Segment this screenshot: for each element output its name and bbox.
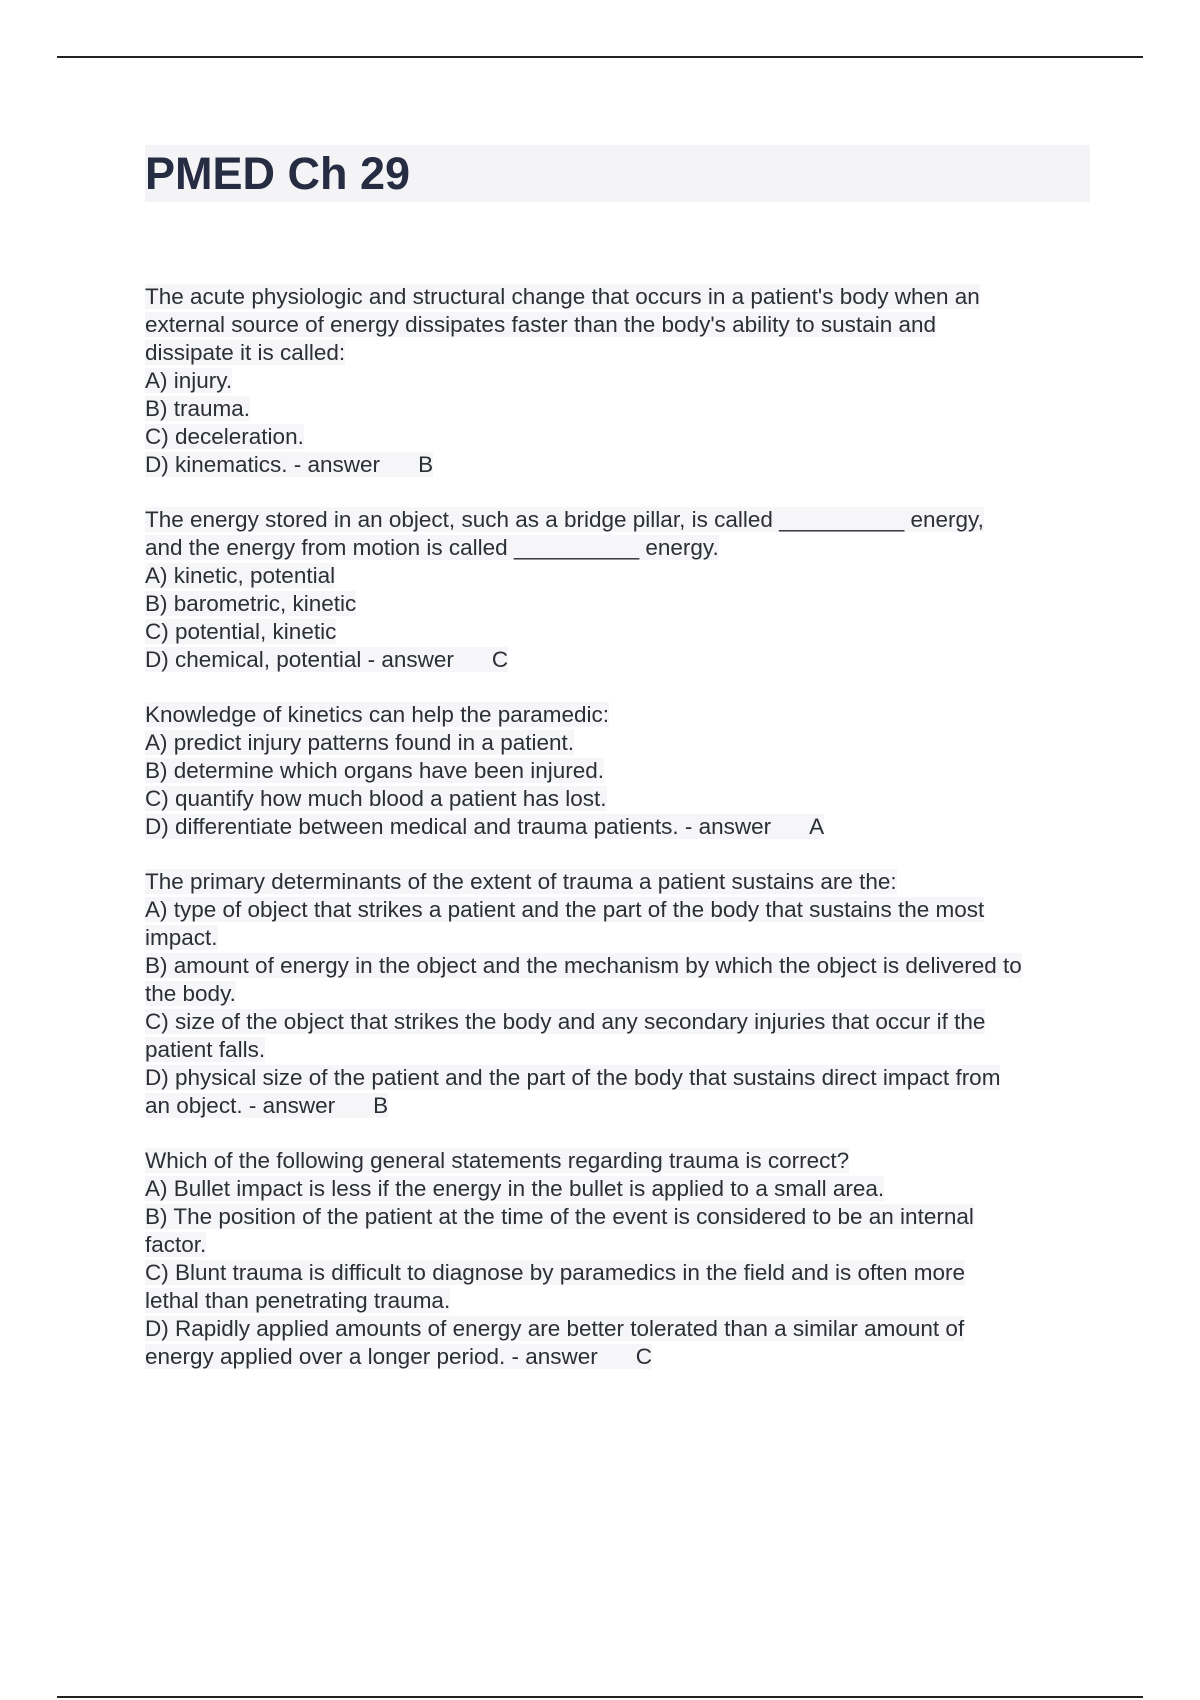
answer-key: B [418, 452, 434, 477]
answer-option: an object. - answer [145, 1093, 336, 1118]
answer-line [145, 1343, 1095, 1371]
question-line: The energy stored in an object, such as a bridge pillar, is called __________ energy, [145, 507, 984, 532]
bottom-divider [57, 1696, 1143, 1698]
answer-option: the body. [145, 981, 236, 1006]
answer-option: A) predict injury patterns found in a patient. [145, 730, 574, 755]
answer-option: A) injury. [145, 368, 233, 393]
answer-line [145, 813, 1095, 841]
question-line: Which of the following general statements regarding trauma is correct? [145, 1148, 850, 1173]
answer-option: B) The position of the patient at the time of the event is considered to be an internal [145, 1204, 974, 1229]
question-line: and the energy from motion is called __________ energy. [145, 535, 719, 560]
question-list [145, 283, 1095, 1398]
answer-option: D) physical size of the patient and the part of the body that sustains direct impact from [145, 1065, 1001, 1090]
answer-option: B) amount of energy in the object and the mechanism by which the object is delivered to [145, 953, 1022, 978]
answer-option: A) kinetic, potential [145, 563, 336, 588]
answer-option: D) Rapidly applied amounts of energy are better tolerated than a similar amount of [145, 1316, 965, 1341]
answer-option: C) Blunt trauma is difficult to diagnose by paramedics in the field and is often more [145, 1260, 966, 1285]
page-title: PMED Ch 29 [145, 148, 411, 199]
question-line: external source of energy dissipates faster than the body's ability to sustain and [145, 312, 937, 337]
question-3 [145, 701, 1095, 841]
answer-option: B) barometric, kinetic [145, 591, 357, 616]
answer-option: D) kinematics. - answer [145, 452, 381, 477]
answer-option: lethal than penetrating trauma. [145, 1288, 451, 1313]
answer-option: C) size of the object that strikes the body and any secondary injuries that occur if the [145, 1009, 986, 1034]
answer-option: D) differentiate between medical and trauma patients. - answer [145, 814, 772, 839]
answer-line [145, 646, 1095, 674]
top-divider [57, 56, 1143, 58]
question-line: The acute physiologic and structural change that occurs in a patient's body when an [145, 284, 980, 309]
answer-line [145, 451, 1095, 479]
question-5 [145, 1147, 1095, 1371]
answer-key: C [491, 647, 509, 672]
answer-key: C [635, 1344, 653, 1369]
answer-key: B [373, 1093, 389, 1118]
answer-option: patient falls. [145, 1037, 266, 1062]
answer-option: A) Bullet impact is less if the energy in the bullet is applied to a small area. [145, 1176, 885, 1201]
answer-option: factor. [145, 1232, 207, 1257]
answer-line [145, 1092, 1095, 1120]
question-1 [145, 283, 1095, 479]
answer-option: C) quantify how much blood a patient has lost. [145, 786, 607, 811]
answer-option: A) type of object that strikes a patient and the part of the body that sustains the most [145, 897, 985, 922]
answer-option: C) deceleration. [145, 424, 304, 449]
question-line: The primary determinants of the extent of trauma a patient sustains are the: [145, 869, 897, 894]
answer-option: energy applied over a longer period. - answer [145, 1344, 598, 1369]
answer-key: A [809, 814, 825, 839]
answer-option: B) determine which organs have been injured. [145, 758, 605, 783]
question-line: Knowledge of kinetics can help the paramedic: [145, 702, 610, 727]
question-4 [145, 868, 1095, 1120]
answer-option: D) chemical, potential - answer [145, 647, 454, 672]
answer-option: C) potential, kinetic [145, 619, 337, 644]
answer-option: B) trauma. [145, 396, 251, 421]
question-2 [145, 506, 1095, 674]
question-line: dissipate it is called: [145, 340, 346, 365]
answer-option: impact. [145, 925, 218, 950]
